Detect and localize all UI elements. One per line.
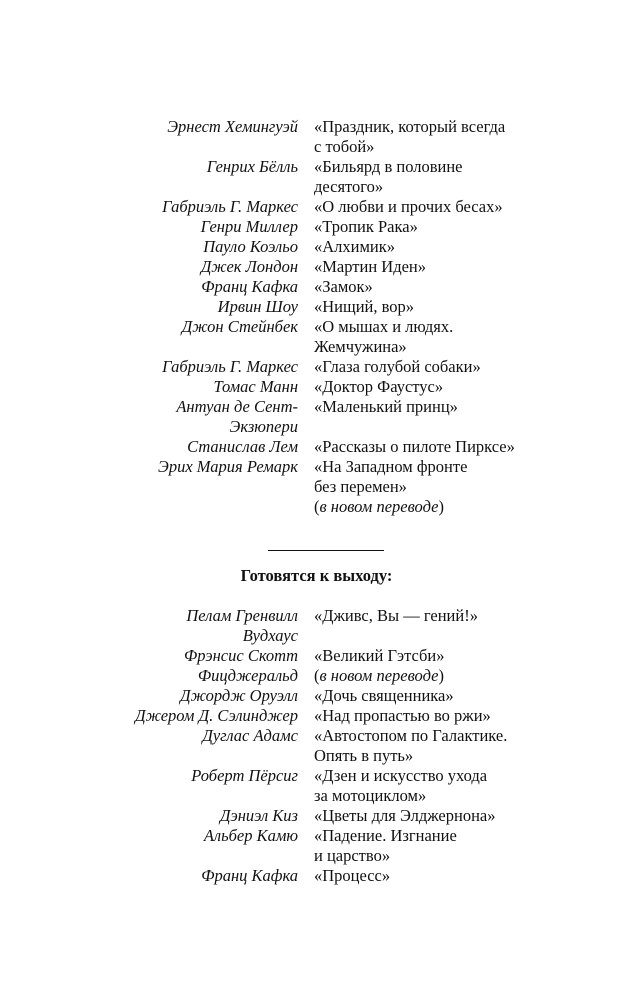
book-entry: [0, 157, 633, 197]
book-entry: [0, 706, 633, 726]
title-line: «Замок»: [314, 277, 373, 296]
title-line: «На Западном фронте: [314, 457, 468, 476]
title-line: «Дживс, Вы — гений!»: [314, 606, 478, 625]
author-line: Эрих Мария Ремарк: [158, 457, 298, 476]
book-title: [314, 437, 554, 457]
book-title: [314, 277, 554, 297]
author-line: Генри Миллер: [200, 217, 298, 236]
title-line: «Бильярд в половине: [314, 157, 463, 176]
author-line: Станислав Лем: [187, 437, 298, 456]
title-line: «Тропик Рака»: [314, 217, 418, 236]
book-title: [314, 826, 554, 866]
book-author: [0, 117, 298, 157]
book-title: [314, 317, 554, 357]
book-author: [0, 197, 298, 217]
book-title: [314, 646, 554, 686]
book-entry: [0, 646, 633, 686]
author-line: Франц Кафка: [201, 866, 298, 885]
author-line: Томас Манн: [213, 377, 298, 396]
book-author: [0, 377, 298, 397]
book-entry: [0, 457, 633, 517]
title-line: «Автостопом по Галактике.: [314, 726, 508, 745]
title-line: «Великий Гэтсби»: [314, 646, 445, 665]
book-title: [314, 257, 554, 277]
title-line: «Доктор Фаустус»: [314, 377, 444, 396]
author-line: Джек Лондон: [200, 257, 298, 276]
book-author: [0, 606, 298, 646]
book-title: [314, 706, 554, 726]
book-entry: [0, 197, 633, 217]
book-title: [314, 866, 554, 886]
author-line: Роберт Пёрсиг: [191, 766, 298, 785]
book-entry: [0, 437, 633, 457]
title-line: «Нищий, вор»: [314, 297, 415, 316]
author-line: Фицджеральд: [197, 666, 298, 685]
book-author: [0, 357, 298, 377]
title-line: «Цветы для Элджернона»: [314, 806, 496, 825]
author-line: Джон Стейнбек: [181, 317, 298, 336]
book-title: [314, 457, 554, 517]
book-entry: [0, 686, 633, 706]
book-title: [314, 397, 554, 437]
author-line: Эрнест Хемингуэй: [167, 117, 298, 136]
book-entry: [0, 257, 633, 277]
book-author: [0, 277, 298, 297]
book-author: [0, 237, 298, 257]
author-line: Дэниэл Киз: [219, 806, 298, 825]
author-line: Ирвин Шоу: [217, 297, 298, 316]
book-author: [0, 726, 298, 766]
book-title: [314, 357, 554, 377]
title-line: «Мартин Иден»: [314, 257, 426, 276]
upcoming-books-list: [0, 606, 633, 886]
book-author: [0, 766, 298, 806]
title-line: «Процесс»: [314, 866, 391, 885]
title-line: «Алхимик»: [314, 237, 396, 256]
book-title: [314, 297, 554, 317]
title-line: Жемчужина»: [314, 337, 407, 356]
book-title: [314, 766, 554, 806]
book-entry: [0, 377, 633, 397]
book-author: [0, 217, 298, 237]
author-line: Антуан де Сент-: [176, 397, 298, 416]
book-entry: [0, 766, 633, 806]
title-line: «Над пропастью во ржи»: [314, 706, 491, 725]
book-entry: [0, 397, 633, 437]
author-line: Фрэнсис Скотт: [184, 646, 298, 665]
book-author: [0, 157, 298, 197]
title-line: десятого»: [314, 177, 384, 196]
book-title: [314, 217, 554, 237]
book-title: [314, 117, 554, 157]
title-line: и царство»: [314, 846, 391, 865]
book-entry: [0, 317, 633, 357]
book-entry: [0, 117, 633, 157]
book-entry: [0, 277, 633, 297]
book-author: [0, 706, 298, 726]
upcoming-heading: Готовятся к выходу:: [240, 566, 393, 585]
author-line: Пелам Гренвилл: [186, 606, 298, 625]
book-title: [314, 806, 554, 826]
title-line: «Маленький принц»: [314, 397, 458, 416]
book-entry: [0, 357, 633, 377]
book-author: [0, 257, 298, 277]
book-author: [0, 806, 298, 826]
book-entry: [0, 726, 633, 766]
published-books-list: [0, 117, 633, 517]
book-entry: [0, 606, 633, 646]
author-line: Габриэль Г. Маркес: [162, 357, 298, 376]
title-line: без перемен»: [314, 477, 407, 496]
author-line: Экзюпери: [229, 417, 298, 436]
section-divider: [268, 550, 384, 551]
title-line: «О любви и прочих бесах»: [314, 197, 503, 216]
title-line: «Дзен и искусство ухода: [314, 766, 488, 785]
title-line: с тобой»: [314, 137, 375, 156]
book-entry: [0, 297, 633, 317]
book-author: [0, 457, 298, 517]
book-author: [0, 317, 298, 357]
translation-note-text: в новом переводе: [319, 666, 439, 685]
author-line: Франц Кафка: [201, 277, 298, 296]
book-author: [0, 397, 298, 437]
book-entry: [0, 806, 633, 826]
book-author: [0, 297, 298, 317]
title-line: «О мышах и людях.: [314, 317, 454, 336]
title-line: «Рассказы о пилоте Пирксе»: [314, 437, 515, 456]
book-title: [314, 197, 554, 217]
title-line: «Праздник, который всегда: [314, 117, 506, 136]
book-author: [0, 686, 298, 706]
translation-note: (в новом переводе): [314, 666, 444, 685]
book-entry: [0, 217, 633, 237]
author-line: Джером Д. Сэлинджер: [135, 706, 298, 725]
title-line: за мотоциклом»: [314, 786, 427, 805]
title-line: «Падение. Изгнание: [314, 826, 457, 845]
book-entry: [0, 866, 633, 886]
book-title: [314, 606, 554, 646]
book-entry: [0, 826, 633, 866]
author-line: Габриэль Г. Маркес: [162, 197, 298, 216]
author-line: Джордж Оруэлл: [180, 686, 298, 705]
author-line: Дуглас Адамс: [202, 726, 298, 745]
book-author: [0, 646, 298, 686]
translation-note-text: в новом переводе: [319, 497, 439, 516]
author-line: Вудхаус: [242, 626, 298, 645]
title-line: «Дочь священника»: [314, 686, 454, 705]
book-title: [314, 237, 554, 257]
title-line: «Глаза голубой собаки»: [314, 357, 481, 376]
book-title: [314, 157, 554, 197]
translation-note: (в новом переводе): [314, 497, 444, 516]
book-title: [314, 377, 554, 397]
book-author: [0, 866, 298, 886]
book-entry: [0, 237, 633, 257]
book-title: [314, 686, 554, 706]
title-line: Опять в путь»: [314, 746, 414, 765]
author-line: Пауло Коэльо: [203, 237, 298, 256]
book-author: [0, 826, 298, 866]
book-author: [0, 437, 298, 457]
author-line: Генрих Бёлль: [206, 157, 298, 176]
author-line: Альбер Камю: [203, 826, 298, 845]
book-title: [314, 726, 554, 766]
